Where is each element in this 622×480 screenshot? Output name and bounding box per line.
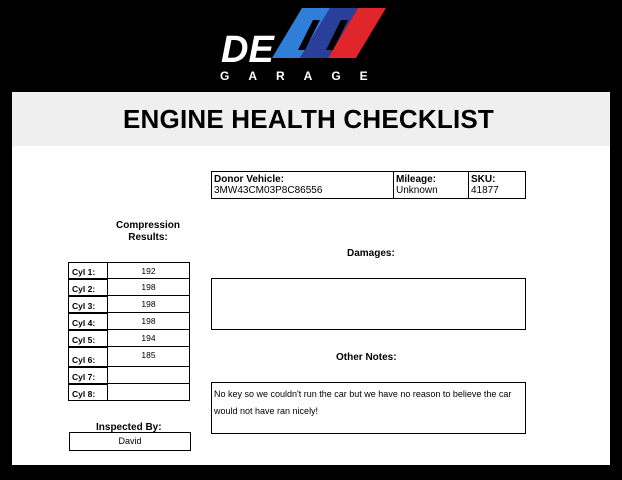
checklist-sheet (12, 92, 610, 465)
sku-label: SKU: (471, 174, 496, 185)
mileage-label: Mileage: (396, 174, 437, 185)
cyl-1-label: Cyl 1: (68, 262, 108, 279)
cyl-8-label: Cyl 8: (68, 384, 108, 401)
cyl-7-value (107, 367, 190, 384)
svg-text:DE: DE (221, 29, 274, 71)
donor-vehicle-cell (211, 171, 394, 199)
cyl-5-value: 194 (107, 330, 190, 347)
donor-vehicle-label: Donor Vehicle: (214, 174, 285, 185)
title-band (12, 92, 610, 146)
compression-heading: Compression Results: (116, 220, 180, 243)
cyl-4-value: 198 (107, 313, 190, 330)
cyl-3-value: 198 (107, 296, 190, 313)
cyl-8-value (107, 384, 190, 401)
cyl-1-value: 192 (107, 262, 190, 279)
damages-box (211, 278, 526, 330)
cyl-7-label: Cyl 7: (68, 367, 108, 384)
cyl-6-label: Cyl 6: (68, 347, 108, 367)
other-notes-line-1: No key so we couldn't run the car but we have no reason to believe the car (214, 389, 512, 399)
cyl-2-value: 198 (107, 279, 190, 296)
damages-label: Damages: (347, 248, 395, 259)
other-notes-label: Other Notes: (336, 352, 397, 363)
mileage-cell (393, 171, 469, 199)
inspected-by-label: Inspected By: (96, 422, 162, 433)
cyl-4-label: Cyl 4: (68, 313, 108, 330)
cyl-5-label: Cyl 5: (68, 330, 108, 347)
sku-cell (468, 171, 526, 199)
inspected-by-value: David (69, 432, 191, 451)
brand-logo (0, 0, 622, 92)
page-title: ENGINE HEALTH CHECKLIST (123, 104, 495, 134)
other-notes-line-2: would not have ran nicely! (214, 406, 319, 416)
donor-vehicle-value: 3MW43CM03P8C86556 (214, 185, 323, 196)
cyl-2-label: Cyl 2: (68, 279, 108, 296)
cyl-6-value: 185 (107, 347, 190, 367)
mileage-value: Unknown (396, 185, 438, 196)
brand-sub: GARAGE (220, 69, 387, 83)
cyl-3-label: Cyl 3: (68, 296, 108, 313)
other-notes-box (211, 382, 526, 434)
sku-value: 41877 (471, 185, 499, 196)
